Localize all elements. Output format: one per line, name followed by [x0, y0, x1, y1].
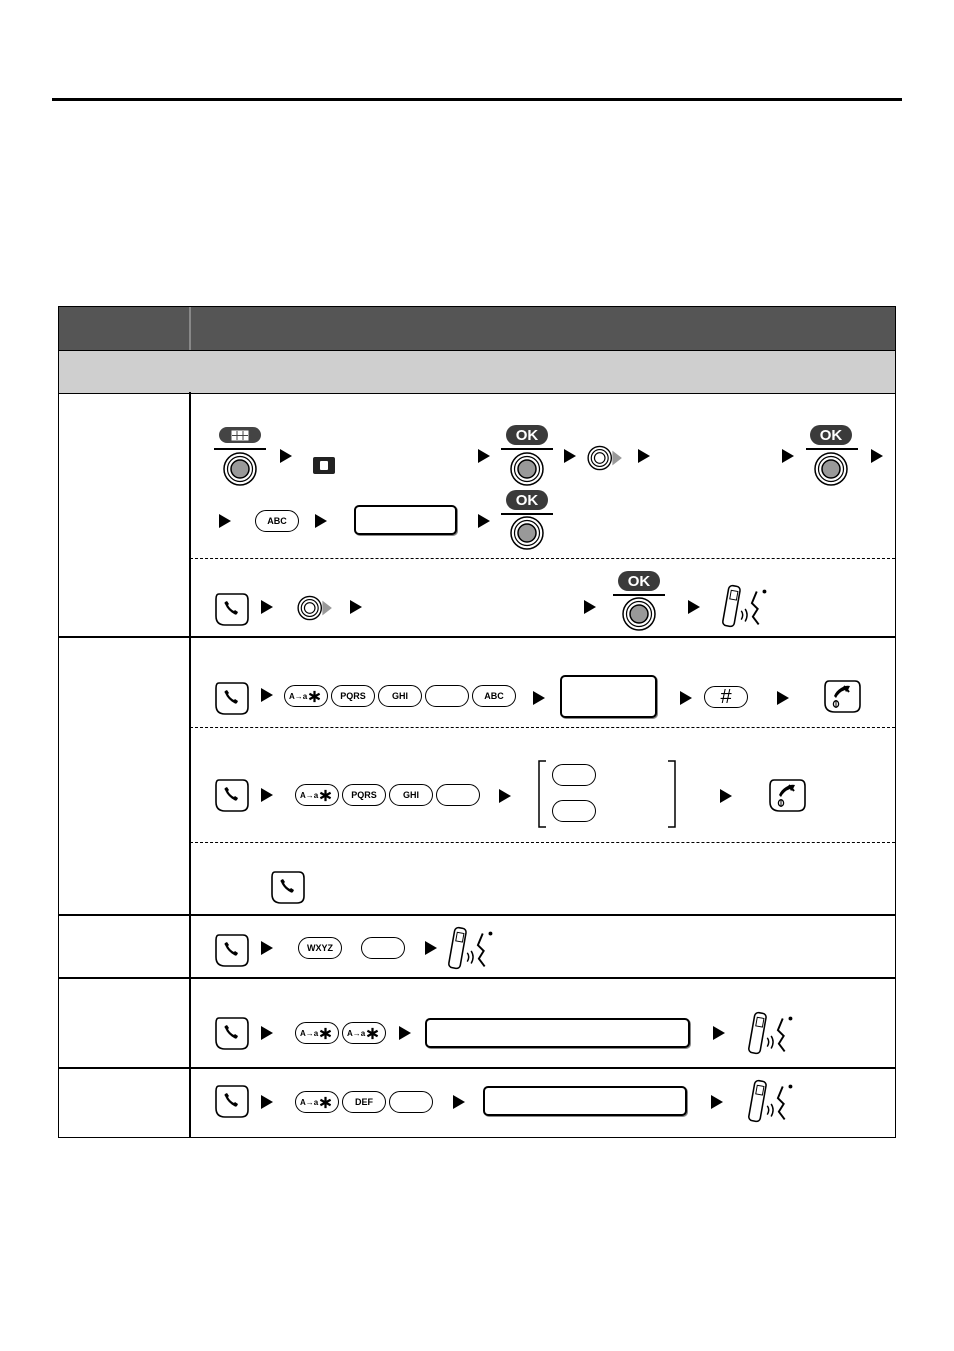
arrow-icon: [219, 514, 231, 528]
talk-key-icon[interactable]: [213, 679, 251, 717]
column-divider: [189, 392, 191, 1137]
arrow-icon: [478, 449, 490, 463]
end-key-icon[interactable]: [820, 677, 864, 717]
star-icon: [319, 789, 332, 802]
star-icon: [366, 1027, 379, 1040]
table-header: [59, 307, 895, 350]
star-icon: [319, 1027, 332, 1040]
star-key-label: A→a: [300, 1028, 319, 1038]
star-key-label: A→a: [347, 1028, 366, 1038]
jog-dial-rotate-icon[interactable]: [296, 593, 334, 623]
arrow-icon: [564, 449, 576, 463]
arrow-icon: [584, 600, 596, 614]
ghi-key[interactable]: GHI: [378, 685, 422, 707]
ok-label: OK: [506, 425, 548, 445]
row-divider: [59, 636, 895, 638]
star-key-label: A→a: [300, 1097, 319, 1107]
arrow-icon: [261, 688, 273, 702]
grid-icon: [231, 430, 249, 441]
row-divider: [59, 977, 895, 979]
arrow-icon: [453, 1095, 465, 1109]
row-divider: [59, 1067, 895, 1069]
arrow-icon: [399, 1026, 411, 1040]
menu-key-icon: [219, 427, 261, 443]
abc-key[interactable]: ABC: [255, 510, 299, 532]
arrow-icon: [713, 1026, 725, 1040]
wxyz-key[interactable]: WXYZ: [298, 937, 342, 959]
handset-speaking-icon: [720, 583, 778, 631]
talk-key-icon[interactable]: [269, 868, 307, 906]
ghi-key[interactable]: GHI: [389, 784, 433, 806]
talk-key-icon[interactable]: [213, 1082, 251, 1120]
display-icon: [483, 1086, 687, 1116]
arrow-icon: [350, 600, 362, 614]
option-key-1[interactable]: [552, 764, 596, 786]
arrow-icon: [425, 941, 437, 955]
star-key[interactable]: [284, 685, 328, 707]
star-key-label: A→a: [300, 790, 319, 800]
arrow-icon: [280, 449, 292, 463]
right-bracket: [667, 760, 677, 828]
handset-speaking-icon: [446, 925, 504, 973]
arrow-icon: [261, 1095, 273, 1109]
underline: [214, 448, 266, 450]
pqrs-key[interactable]: PQRS: [331, 685, 375, 707]
underline: [806, 448, 858, 450]
star-key[interactable]: [295, 1091, 339, 1113]
blank-key[interactable]: [389, 1091, 433, 1113]
display-icon: [560, 675, 657, 718]
arrow-icon: [782, 449, 794, 463]
end-key-icon[interactable]: [765, 776, 809, 816]
star-key-label: A→a: [289, 691, 308, 701]
option-key-2[interactable]: [552, 800, 596, 822]
arrow-icon: [315, 514, 327, 528]
hash-key[interactable]: #: [704, 686, 748, 708]
jog-dial-icon[interactable]: [509, 451, 545, 487]
arrow-icon: [261, 941, 273, 955]
talk-key-icon[interactable]: [213, 590, 251, 628]
ok-label: OK: [618, 571, 660, 591]
step-divider: [190, 727, 895, 728]
talk-key-icon[interactable]: [213, 776, 251, 814]
jog-dial-icon: [222, 451, 258, 487]
jog-dial-icon[interactable]: [621, 596, 657, 632]
ok-label: OK: [506, 490, 548, 510]
handset-speaking-icon: [746, 1078, 804, 1126]
arrow-icon: [871, 449, 883, 463]
arrow-icon: [680, 691, 692, 705]
section-bar: [59, 350, 895, 394]
jog-dial-icon[interactable]: [509, 515, 545, 551]
star-key[interactable]: [342, 1022, 386, 1044]
blank-key[interactable]: [361, 937, 405, 959]
underline: [501, 448, 553, 450]
abc-key[interactable]: ABC: [472, 685, 516, 707]
arrow-icon: [261, 600, 273, 614]
star-key[interactable]: [295, 1022, 339, 1044]
arrow-icon: [261, 1026, 273, 1040]
ok-label: OK: [810, 425, 852, 445]
star-icon: [319, 1096, 332, 1109]
arrow-icon: [261, 788, 273, 802]
arrow-icon: [711, 1095, 723, 1109]
blank-key[interactable]: [436, 784, 480, 806]
jog-dial-rotate-icon[interactable]: [586, 443, 624, 473]
arrow-icon: [777, 691, 789, 705]
step-divider: [190, 558, 895, 559]
arrow-icon: [688, 600, 700, 614]
left-bracket: [537, 760, 547, 828]
talk-key-icon[interactable]: [213, 1014, 251, 1052]
top-rule: [52, 98, 902, 101]
arrow-icon: [499, 789, 511, 803]
display-icon: [354, 505, 457, 535]
header-divider: [189, 307, 191, 350]
row-divider: [59, 914, 895, 916]
jog-dial-icon[interactable]: [813, 451, 849, 487]
def-key[interactable]: DEF: [342, 1091, 386, 1113]
arrow-icon: [638, 449, 650, 463]
handset-speaking-icon: [746, 1010, 804, 1058]
pqrs-key[interactable]: PQRS: [342, 784, 386, 806]
arrow-icon: [720, 789, 732, 803]
star-key[interactable]: [295, 784, 339, 806]
blank-key[interactable]: [425, 685, 469, 707]
phonebook-icon: [313, 457, 335, 474]
star-icon: [308, 690, 321, 703]
talk-key-icon[interactable]: [213, 931, 251, 969]
display-icon: [425, 1018, 690, 1048]
arrow-icon: [478, 514, 490, 528]
step-divider: [190, 842, 895, 843]
arrow-icon: [533, 691, 545, 705]
